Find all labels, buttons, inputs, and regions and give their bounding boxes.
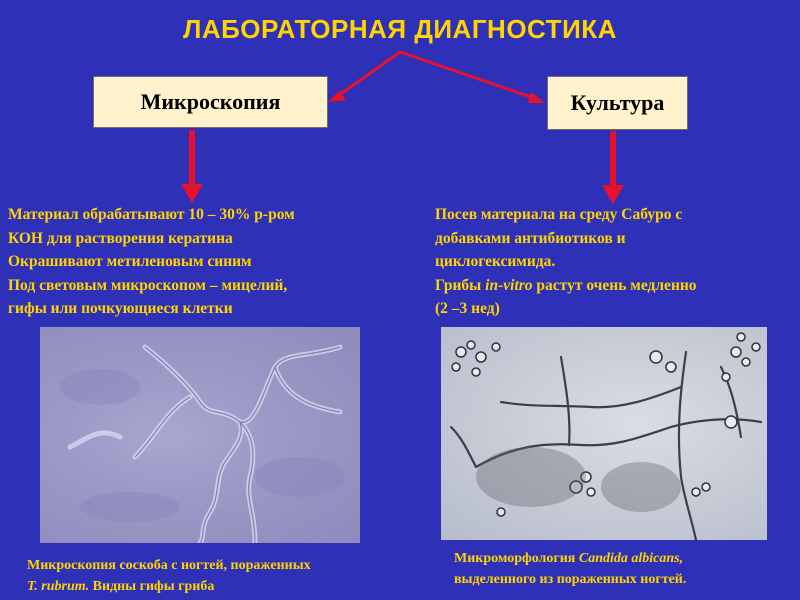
microscopy-line-1: Материал обрабатывают 10 – 30% р-ром — [8, 206, 295, 223]
microscopy-line-5: гифы или почкующиеся клетки — [8, 300, 233, 317]
culture-line-4-italic: in-vitro — [485, 276, 533, 294]
hyphae-illustration — [40, 327, 360, 543]
left-caption-line-2-end: Видны гифы гриба — [89, 578, 215, 594]
microscopy-box — [93, 76, 328, 128]
culture-line-4-end: растут очень медленно — [532, 276, 697, 294]
slide-title: ЛАБОРАТОРНАЯ ДИАГНОСТИКА — [183, 14, 617, 44]
right-caption-species: Candida albicans, — [578, 551, 684, 566]
culture-description — [435, 203, 697, 321]
microscopy-photo-caption — [27, 556, 311, 597]
candida-illustration — [441, 327, 767, 540]
down-arrow-right-head — [602, 185, 624, 204]
culture-line-4 — [435, 274, 697, 298]
culture-label: Культура — [570, 90, 665, 115]
down-arrow-left-shaft — [189, 130, 195, 185]
culture-line-1: Посев материала на среду Сабуро с — [435, 206, 683, 223]
right-connector-arrowhead — [528, 92, 545, 103]
microscopy-description — [8, 203, 295, 321]
right-caption-line-1-start: Микроморфология — [454, 551, 579, 566]
title-to-left-line — [338, 52, 400, 96]
down-arrow-right-shaft — [610, 131, 616, 186]
candida-photo-caption — [454, 549, 686, 590]
down-arrow-left-head — [181, 184, 203, 203]
microscopy-label: Микроскопия — [140, 89, 281, 114]
candida-photo — [441, 327, 767, 540]
microscopy-photo — [40, 327, 360, 543]
title-to-right-line — [400, 52, 534, 98]
microscopy-line-4: Под световым микроскопом – мицелий, — [8, 276, 288, 294]
right-caption-line-2: выделенного из пораженных ногтей. — [454, 571, 687, 587]
culture-box — [547, 76, 688, 130]
left-caption-line-1: Микроскопия соскоба с ногтей, пораженных — [27, 558, 311, 573]
culture-line-2: добавками антибиотиков и — [435, 229, 626, 247]
culture-line-3: циклогексимида. — [435, 253, 556, 270]
left-caption-line-2 — [27, 577, 311, 598]
culture-line-5: (2 –3 нед) — [435, 300, 500, 317]
microscopy-line-3: Окрашивают метиленовым синим — [8, 253, 252, 270]
left-caption-species: T. rubrum. — [27, 578, 90, 594]
right-caption-line-1 — [454, 549, 686, 570]
microscopy-line-2: КОН для растворения кератина — [8, 229, 233, 247]
culture-line-4-start: Грибы — [435, 276, 486, 294]
